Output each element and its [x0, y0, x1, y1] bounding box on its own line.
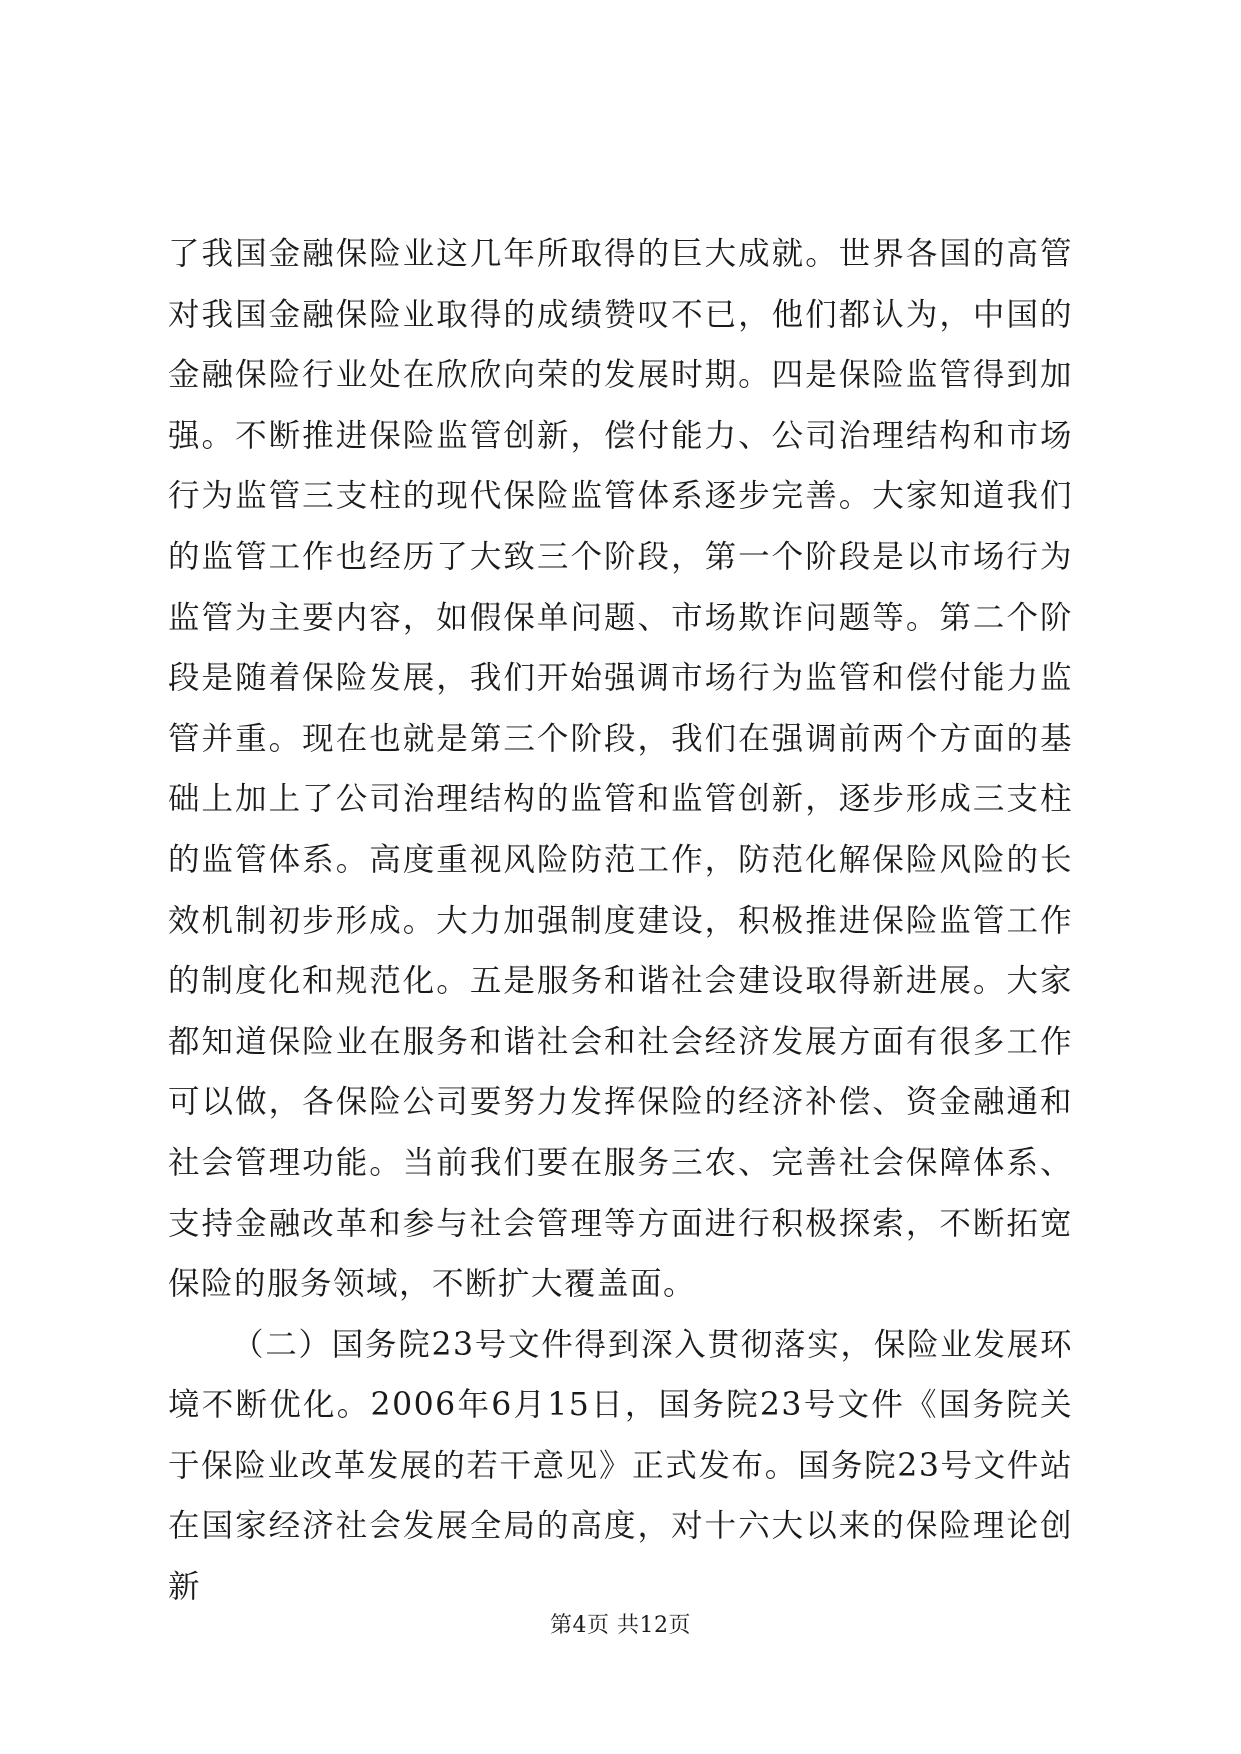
body-paragraph-2: （二）国务院23号文件得到深入贯彻落实，保险业发展环境不断优化。2006年6月15日，国务院23号文件《国务院关于保险业改革发展的若干意见》正式发布。国务院23号文件站在国家经济社会发展全局的高度，对十六大以来的保险理论创新: [168, 1326, 1073, 1606]
body-paragraph-1: 了我国金融保险业这几年所取得的巨大成就。世界各国的高管对我国金融保险业取得的成绩赞叹不已，他们都认为，中国的金融保险行业处在欣欣向荣的发展时期。四是保险监管得到加强。不断推进保险监管创新，偿付能力、公司治理结构和市场行为监管三支柱的现代保险监管体系逐步完善。大家知道我们的监管工作也经历了大致三个阶段，第一个阶段是以市场行为监管为主要内容，如假保单问题、市场欺诈问题等。第二个阶段是随着保险发展，我们开始强调市场行为监管和偿付能力监管并重。现在也就是第三个阶段，我们在强调前两个方面的基础上加上了公司治理结构的监管和监管创新，逐步形成三支柱的监管体系。高度重视风险防范工作，防范化解保险风险的长效机制初步形成。大力加强制度建设，积极推进保险监管工作的制度化和规范化。五是服务和谐社会建设取得新进展。大家都知道保险业在服务和谐社会和社会经济发展方面有很多工作可以做，各保险公司要努力发挥保险的经济补偿、资金融通和社会管理功能。当前我们要在服务三农、完善社会保障体系、支持金融改革和参与社会管理等方面进行积极探索，不断拓宽保险的服务领域，不断扩大覆盖面。: [168, 236, 1073, 1303]
document-body: [168, 224, 1073, 1618]
page-footer: 第4页 共12页: [550, 1613, 691, 1638]
